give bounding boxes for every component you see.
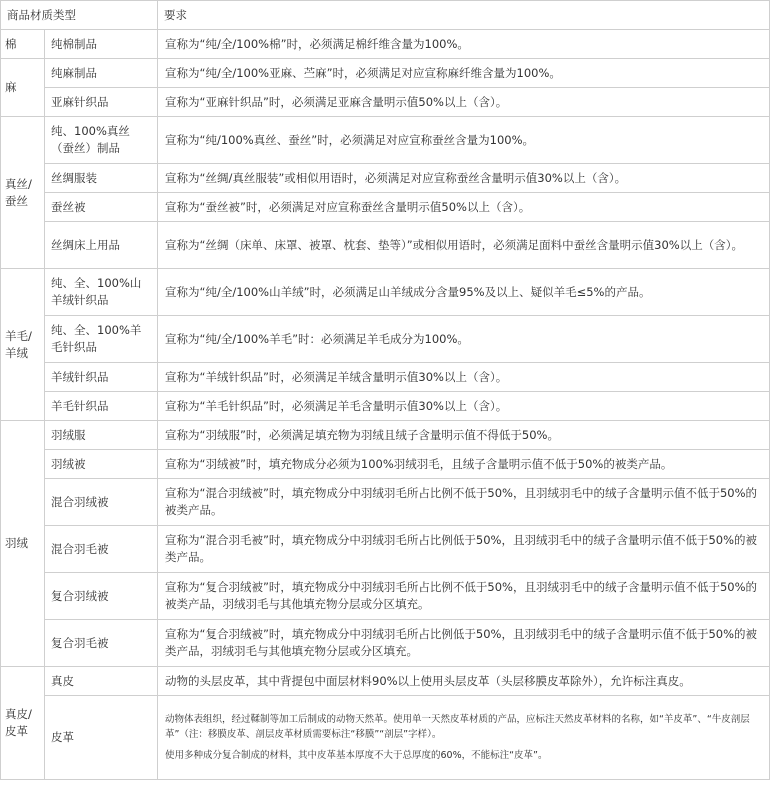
product-name: 羽绒服 — [45, 421, 158, 450]
product-name: 羊绒针织品 — [45, 363, 158, 392]
requirement-text: 宣称为“亚麻针织品”时，必须满足亚麻含量明示值50%以上（含）。 — [158, 88, 770, 117]
header-material-type: 商品材质类型 — [1, 1, 158, 30]
requirement-text: 宣称为“复合羽绒被”时，填充物成分中羽绒羽毛所占比例低于50%，且羽绒羽毛中的绒子含量明示值不低于50%的被类产品，羽绒羽毛与其他填充物分层或分区填充。 — [158, 620, 770, 667]
product-name: 真皮 — [45, 667, 158, 696]
table-row — [1, 696, 770, 780]
table-row — [1, 392, 770, 421]
table-row — [1, 59, 770, 88]
product-name: 丝绸服装 — [45, 164, 158, 193]
table-row — [1, 573, 770, 620]
requirement-text: 宣称为“混合羽毛被”时，填充物成分中羽绒羽毛所占比例低于50%，且羽绒羽毛中的绒子含量明示值不低于50%的被类产品。 — [158, 526, 770, 573]
requirement-text: 宣称为“纯/全/100%山羊绒”时，必须满足山羊绒成分含量95%及以上、疑似羊毛≤5%的产品。 — [158, 269, 770, 316]
category-silk: 真丝/蚕丝 — [1, 117, 45, 269]
table-row — [1, 363, 770, 392]
table-row — [1, 316, 770, 363]
table-row — [1, 421, 770, 450]
table-row — [1, 620, 770, 667]
product-name: 亚麻针织品 — [45, 88, 158, 117]
header-row — [1, 1, 770, 30]
table-row — [1, 479, 770, 526]
product-name: 丝绸床上用品 — [45, 222, 158, 269]
table-row — [1, 269, 770, 316]
product-name: 复合羽绒被 — [45, 573, 158, 620]
table-row — [1, 450, 770, 479]
table-row — [1, 222, 770, 269]
product-name: 羽绒被 — [45, 450, 158, 479]
product-name: 纯、100%真丝（蚕丝）制品 — [45, 117, 158, 164]
requirement-text: 宣称为“羊绒针织品”时，必须满足羊绒含量明示值30%以上（含）。 — [158, 363, 770, 392]
requirement-paragraph: 动物体表组织，经过鞣制等加工后制成的动物天然革。使用单一天然皮革材质的产品，应标注天然皮革材料的名称，如“羊皮革”、“牛皮剖层革”（注：移膜皮革、剖层皮革材质需要标注“移膜”“剖层”字样）。 — [165, 714, 750, 740]
requirement-text: 宣称为“复合羽绒被”时，填充物成分中羽绒羽毛所占比例不低于50%，且羽绒羽毛中的绒子含量明示值不低于50%的被类产品，羽绒羽毛与其他填充物分层或分区填充。 — [158, 573, 770, 620]
requirement-text: 宣称为“羽绒服”时，必须满足填充物为羽绒且绒子含量明示值不得低于50%。 — [158, 421, 770, 450]
product-name: 蚕丝被 — [45, 193, 158, 222]
product-name: 复合羽毛被 — [45, 620, 158, 667]
category-leather: 真皮/皮革 — [1, 667, 45, 780]
header-requirement: 要求 — [158, 1, 770, 30]
requirement-text: 宣称为“羽绒被”时，填充物成分必须为100%羽绒羽毛，且绒子含量明示值不低于50%的被类产品。 — [158, 450, 770, 479]
requirement-text: 动物的头层皮革，其中背提包中面层材料90%以上使用头层皮革（头层移膜皮革除外），允许标注真皮。 — [158, 667, 770, 696]
product-name: 纯、全、100%羊毛针织品 — [45, 316, 158, 363]
requirement-text: 宣称为“丝绸/真丝服装”或相似用语时，必须满足对应宣称蚕丝含量明示值30%以上（含）。 — [158, 164, 770, 193]
product-name: 纯棉制品 — [45, 30, 158, 59]
product-name: 纯麻制品 — [45, 59, 158, 88]
product-name: 皮革 — [45, 696, 158, 780]
table-row — [1, 117, 770, 164]
category-hemp: 麻 — [1, 59, 45, 117]
product-name: 混合羽毛被 — [45, 526, 158, 573]
table-row — [1, 667, 770, 696]
requirement-text — [158, 696, 770, 780]
requirement-text: 宣称为“蚕丝被”时，必须满足对应宣称蚕丝含量明示值50%以上（含）。 — [158, 193, 770, 222]
requirement-text: 宣称为“混合羽绒被”时，填充物成分中羽绒羽毛所占比例不低于50%，且羽绒羽毛中的绒子含量明示值不低于50%的被类产品。 — [158, 479, 770, 526]
category-down: 羽绒 — [1, 421, 45, 667]
table-row — [1, 526, 770, 573]
category-cotton: 棉 — [1, 30, 45, 59]
requirement-text: 宣称为“纯/全/100%羊毛”时：必须满足羊毛成分为100%。 — [158, 316, 770, 363]
requirement-text: 宣称为“纯/全/100%棉”时，必须满足棉纤维含量为100%。 — [158, 30, 770, 59]
table-row — [1, 193, 770, 222]
requirement-text: 宣称为“纯/全/100%亚麻、苎麻”时，必须满足对应宣称麻纤维含量为100%。 — [158, 59, 770, 88]
requirement-text: 宣称为“纯/100%真丝、蚕丝”时，必须满足对应宣称蚕丝含量为100%。 — [158, 117, 770, 164]
product-name: 混合羽绒被 — [45, 479, 158, 526]
requirement-text: 宣称为“羊毛针织品”时，必须满足羊毛含量明示值30%以上（含）。 — [158, 392, 770, 421]
table-row — [1, 164, 770, 193]
requirement-paragraph: 使用多种成分复合制成的材料，其中皮革基本厚度不大于总厚度的60%，不能标注“皮革”。 — [165, 750, 548, 761]
category-wool: 羊毛/羊绒 — [1, 269, 45, 421]
table-row — [1, 30, 770, 59]
product-name: 羊毛针织品 — [45, 392, 158, 421]
product-name: 纯、全、100%山羊绒针织品 — [45, 269, 158, 316]
requirement-text: 宣称为“丝绸（床单、床罩、被罩、枕套、垫等）”或相似用语时，必须满足面料中蚕丝含量明示值30%以上（含）。 — [158, 222, 770, 269]
table-row — [1, 88, 770, 117]
